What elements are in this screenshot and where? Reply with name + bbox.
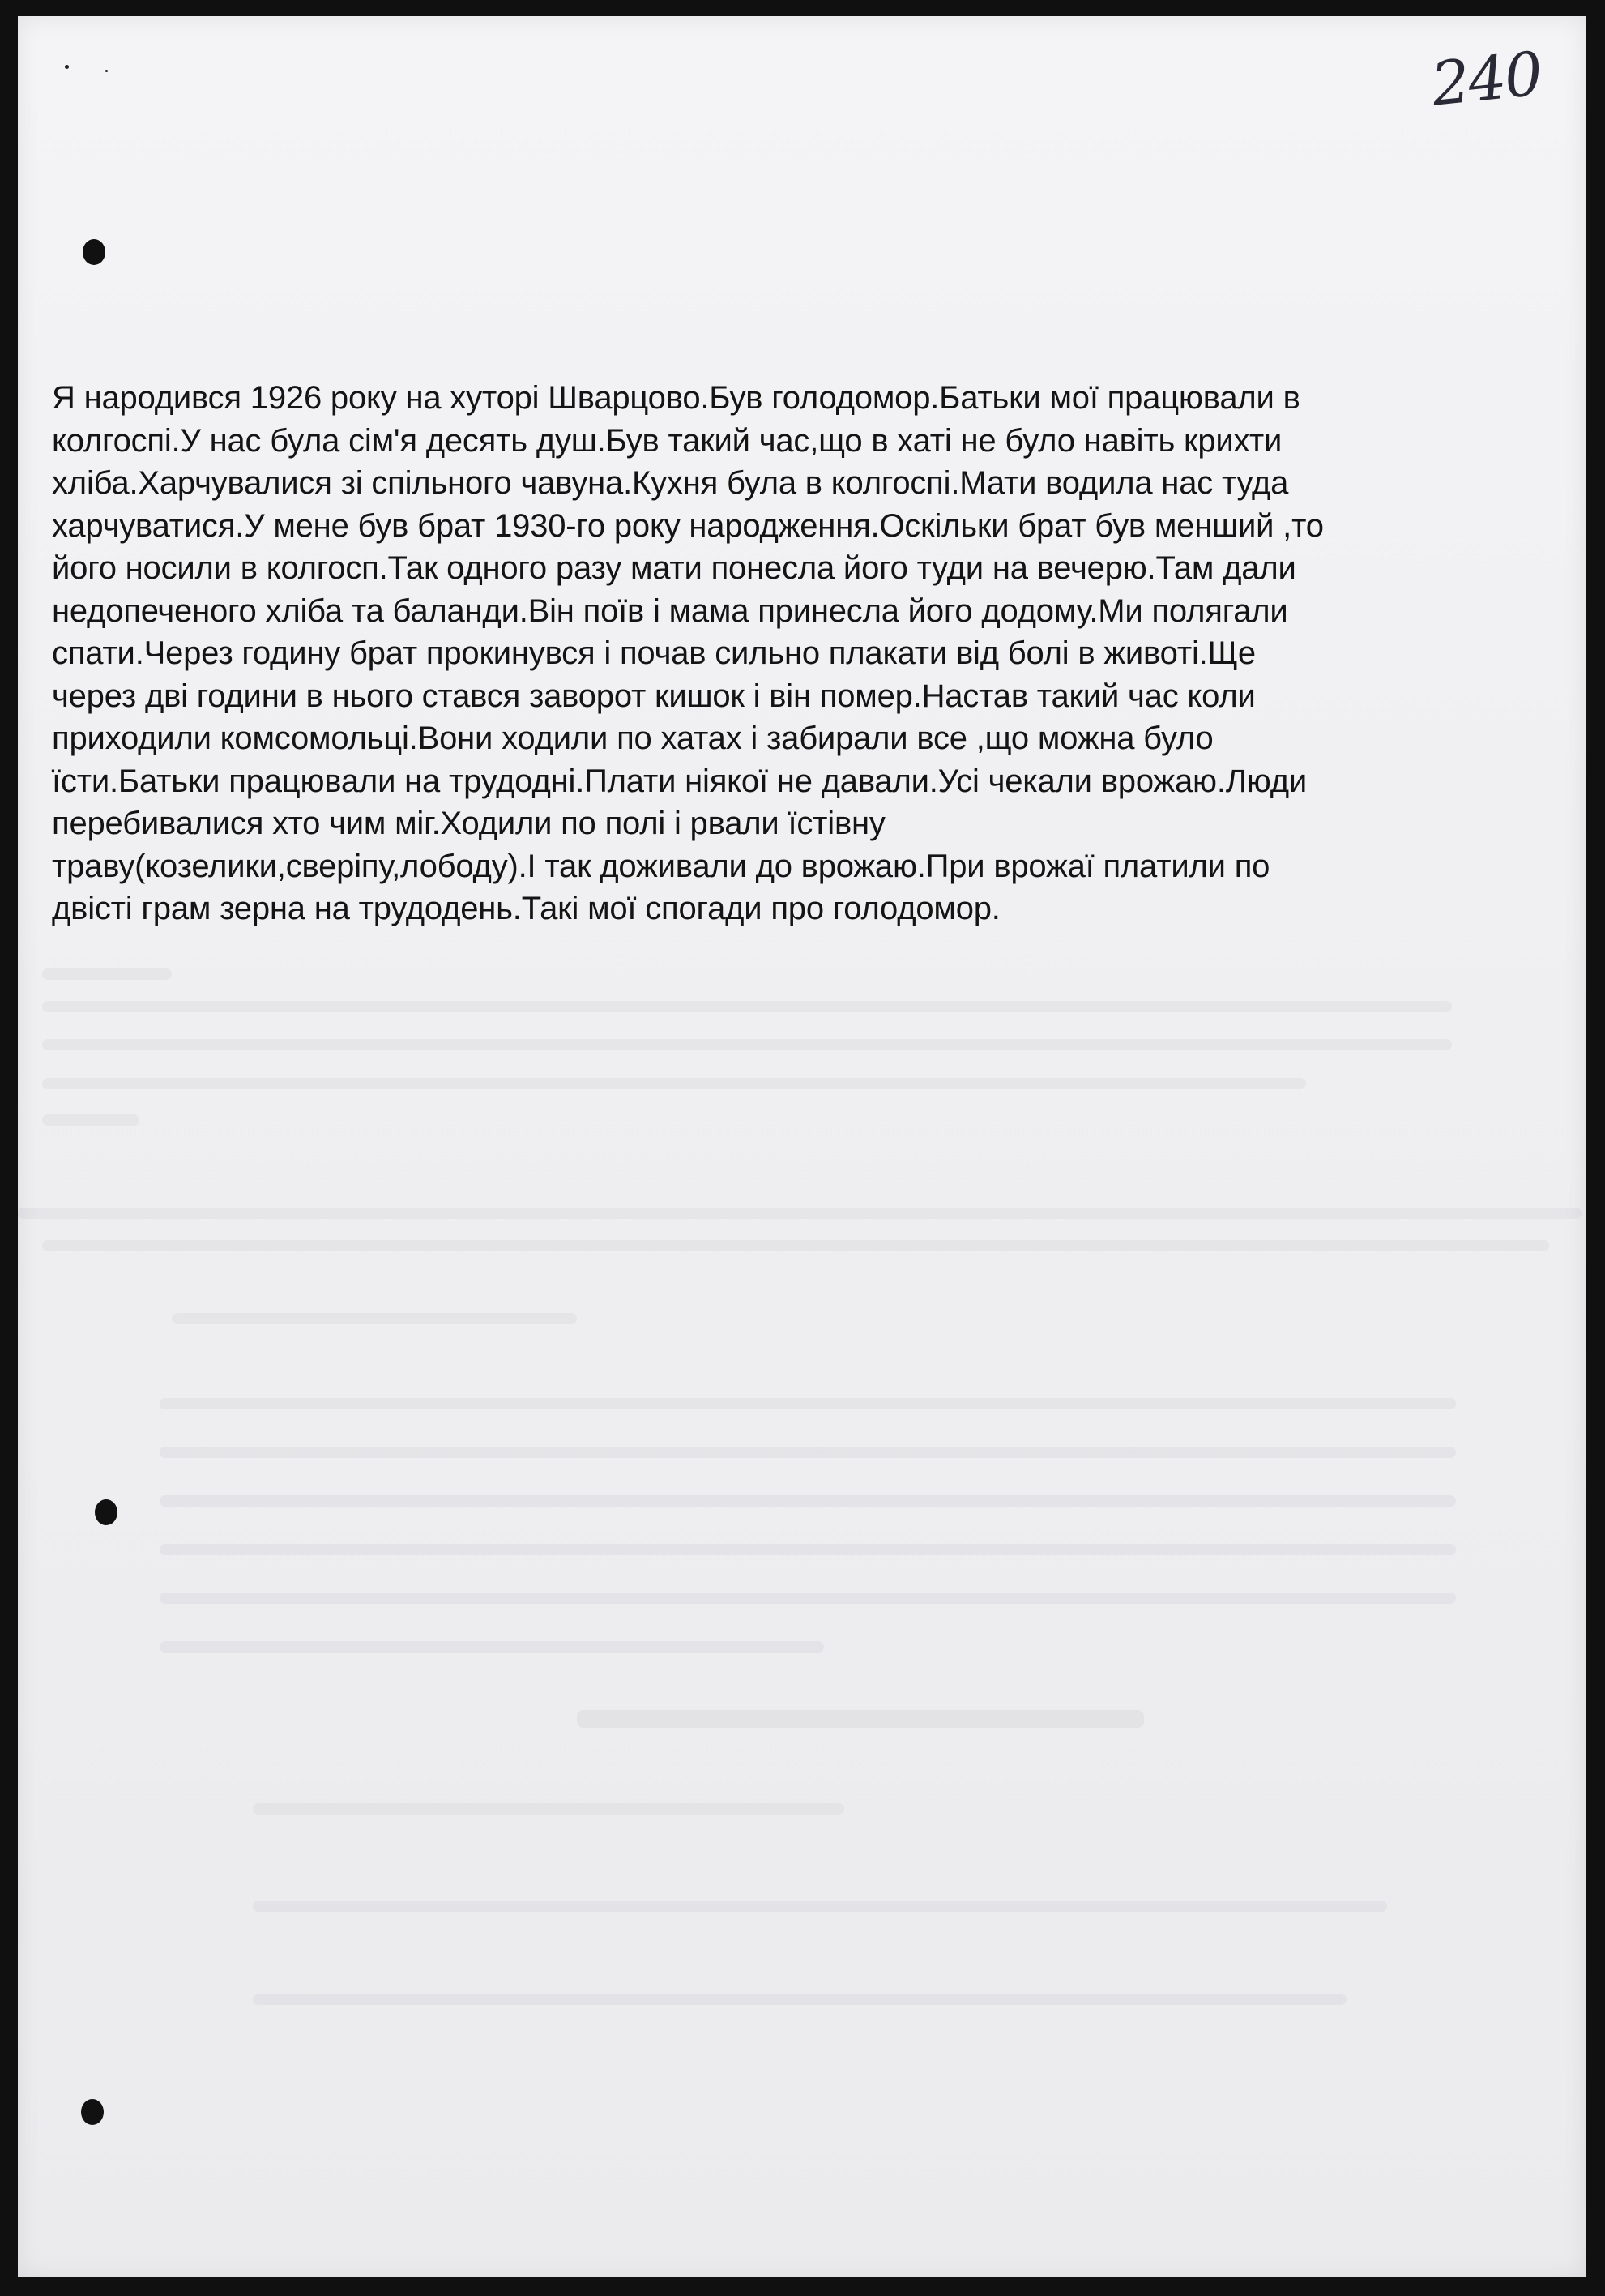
scan-speck (65, 65, 69, 69)
text-line: Я народився 1926 року на хуторі Шварцово.Був голодомор.Батьки мої працювали в (52, 380, 1300, 416)
text-line: їсти.Батьки працювали на трудодні.Плати ніякої не давали.Усі чекали врожаю.Люди (52, 763, 1307, 799)
text-line: недопеченого хліба та баланди.Він поїв і мама принесла його додому.Ми полягали (52, 592, 1288, 629)
scan-speck (105, 70, 108, 72)
reverse-side-bleed-through (18, 16, 1586, 2277)
handwritten-page-number: 240 (1428, 39, 1545, 120)
text-line: через дві години в нього стався заворот кишок і він помер.Настав такий час коли (52, 678, 1256, 714)
text-line: перебивалися хто чим міг.Ходили по полі і рвали їстівну (52, 806, 886, 841)
text-line: колгоспі.У нас була сім'я десять душ.Був такий час,що в хаті не було навіть крихти (52, 422, 1283, 459)
punch-hole (81, 2099, 104, 2125)
text-line: траву(козелики,сверіпу,лободу).І так доживали до врожаю.При врожаї платили по (52, 848, 1270, 884)
text-line: харчуватися.У мене був брат 1930-го року народження.Оскільки брат був менший ,то (52, 507, 1324, 544)
text-line: двісті грам зерна на трудодень.Такі мої спогади про голодомор. (52, 891, 1001, 926)
text-line: хліба.Харчувалися зі спільного чавуна.Кухня була в колгоспі.Мати водила нас туда (52, 465, 1289, 501)
text-line: спати.Через годину брат прокинувся і почав сильно плакати від болі в животі.Ще (52, 635, 1256, 671)
text-line: приходили комсомольці.Вони ходили по хатах і забирали все ,що можна було (52, 720, 1214, 756)
punch-hole (95, 1499, 117, 1525)
text-line: його носили в колгосп.Так одного разу мати понесла його туди на вечерю.Там дали (52, 550, 1296, 586)
testimony-text (52, 377, 1535, 930)
punch-hole (83, 239, 105, 265)
document-sheet (18, 16, 1586, 2277)
